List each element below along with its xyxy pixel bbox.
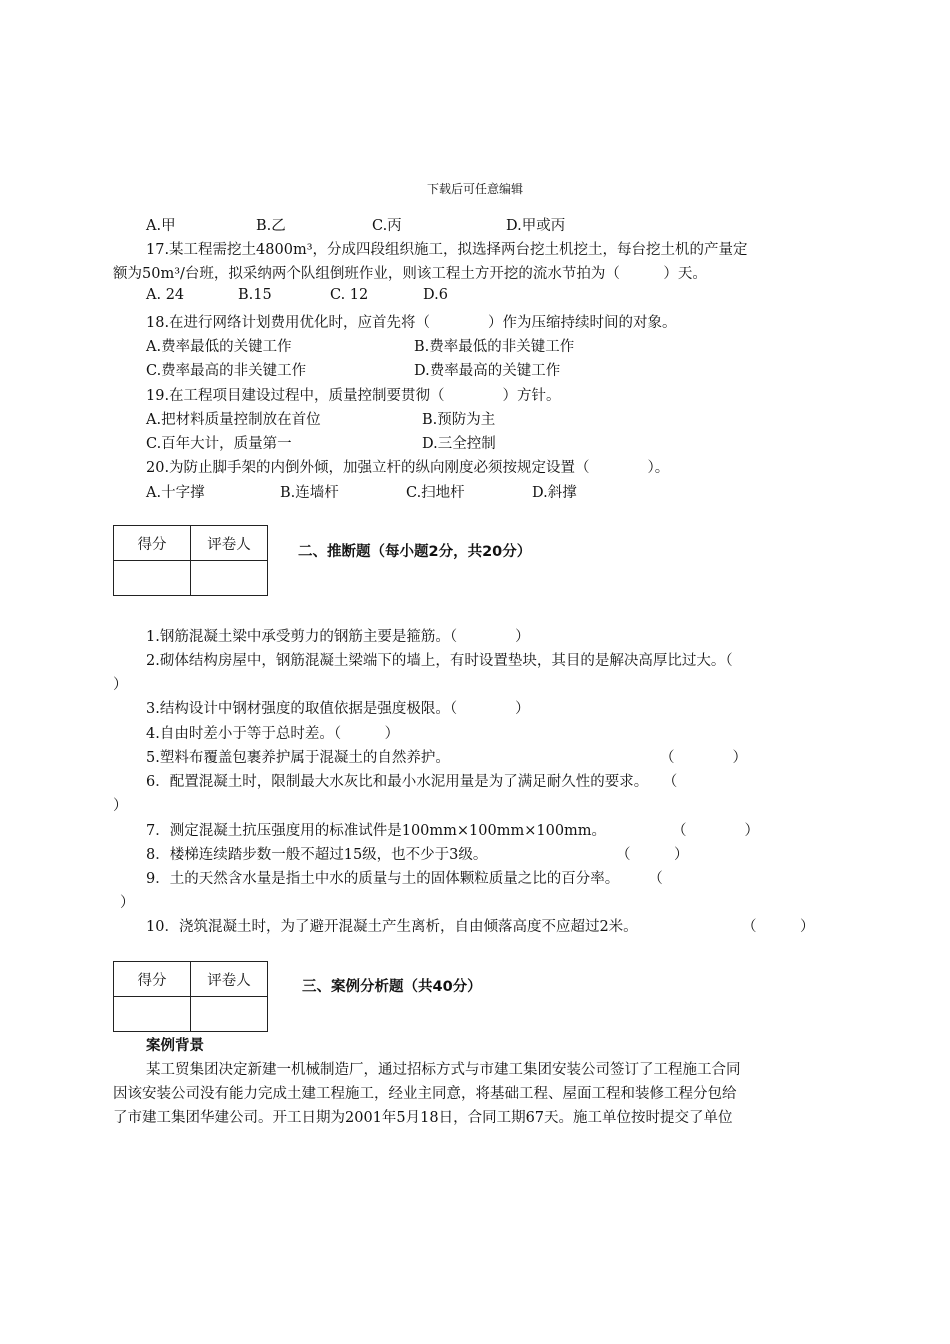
tf-q1: 1.钢筋混凝土梁中承受剪力的钢筋主要是箍筋。（ ） (146, 629, 530, 645)
q19-text: 19.在工程项目建设过程中，质量控制要贯彻（ ）方针。 (146, 388, 561, 404)
q17-option-a: A. 24 (146, 287, 185, 303)
q17-option-c: C. 12 (330, 287, 369, 303)
page-header: 下载后可任意编辑 (426, 182, 523, 196)
score-label: 得分 (114, 962, 191, 997)
q16-option-c: C.丙 (372, 218, 402, 234)
case-line-2: 因该安装公司没有能力完成土建工程施工，经业主同意，将基础工程、屋面工程和装修工程分包给 (113, 1086, 737, 1102)
section-3-title: 三、案例分析题（共40分） (302, 979, 482, 995)
tf-q3: 3.结构设计中钢材强度的取值依据是强度极限。（ ） (146, 701, 530, 717)
case-line-1: 某工贸集团决定新建一机械制造厂，通过招标方式与市建工集团安装公司签订了工程施工合同 (146, 1062, 741, 1078)
q19-option-b: B.预防为主 (422, 412, 496, 428)
tf-q10-text: 10．浇筑混凝土时，为了避开混凝土产生离析，自由倾落高度不应超过2米。 (146, 919, 638, 935)
tf-q5-text: 5.塑料布覆盖包裹养护属于混凝土的自然养护。 (146, 750, 450, 766)
tf-q6-text: 6．配置混凝土时，限制最大水灰比和最小水泥用量是为了满足耐久性的要求。 （ (146, 774, 678, 790)
q20-option-c: C.扫地杆 (406, 485, 465, 501)
tf-q9-text: 9．土的天然含水量是指土中水的质量与土的固体颗粒质量之比的百分率。 （ (146, 871, 663, 887)
tf-q2-line1 (146, 649, 836, 670)
q18-text: 18.在进行网络计划费用优化时，应首先将（ ）作为压缩持续时间的对象。 (146, 315, 677, 331)
tf-q5-paren: （ ） (660, 750, 747, 766)
tf-q10-paren: （ ） (742, 919, 815, 935)
q16-option-a: A.甲 (146, 218, 176, 234)
score-cell (114, 561, 191, 596)
tf-q8-text: 8．楼梯连续踏步数一般不超过15级，也不少于3级。 (146, 847, 488, 863)
tf-q4: 4.自由时差小于等于总时差。（ ） (146, 726, 400, 742)
q20-option-b: B.连墙杆 (280, 485, 339, 501)
score-table-section-2 (113, 525, 268, 596)
grader-cell (191, 997, 268, 1032)
q20-option-d: D.斜撑 (532, 485, 577, 501)
q20-text: 20.为防止脚手架的内倒外倾，加强立杆的纵向刚度必须按规定设置（ ）。 (146, 460, 670, 476)
tf-q2-line2: ） (113, 677, 128, 693)
tf-q7-paren: （ ） (672, 823, 759, 839)
tf-q6-line2: ） (113, 798, 128, 814)
tf-q9-line2: ） (120, 895, 135, 911)
case-background-title: 案例背景 (146, 1038, 204, 1054)
q17-option-d: D.6 (423, 287, 448, 303)
tf-q9-line1 (146, 867, 836, 888)
grader-label: 评卷人 (191, 962, 268, 997)
tf-q7-text: 7．测定混凝土抗压强度用的标准试件是100mm×100mm×100mm。 (146, 823, 607, 839)
q16-option-b: B.乙 (256, 218, 286, 234)
q18-option-a: A.费率最低的关键工作 (146, 339, 292, 355)
score-table-section-3 (113, 961, 268, 1032)
q17-line1: 17.某工程需挖土4800m³，分成四段组织施工，拟选择两台挖土机挖土，每台挖土机的产量定 (146, 242, 748, 258)
q19-option-d: D.三全控制 (422, 436, 496, 452)
q19-option-a: A.把材料质量控制放在首位 (146, 412, 321, 428)
q17-option-b: B.15 (238, 287, 272, 303)
q18-option-d: D.费率最高的关键工作 (414, 363, 561, 379)
q19-option-c: C.百年大计，质量第一 (146, 436, 292, 452)
q18-option-c: C.费率最高的非关键工作 (146, 363, 307, 379)
case-line-3: 了市建工集团华建公司。开工日期为2001年5月18日，合同工期67天。施工单位按时提交了单位 (113, 1110, 733, 1126)
grader-label: 评卷人 (191, 526, 268, 561)
q20-option-a: A.十字撑 (146, 485, 205, 501)
q16-option-d: D.甲或丙 (506, 218, 566, 234)
score-cell (114, 997, 191, 1032)
q18-option-b: B.费率最低的非关键工作 (414, 339, 575, 355)
tf-q8-paren: （ ） (616, 847, 689, 863)
tf-q6-line1 (146, 770, 836, 791)
score-label: 得分 (114, 526, 191, 561)
section-2-title: 二、推断题（每小题2分，共20分） (298, 544, 532, 560)
tf-q2-text: 2.砌体结构房屋中，钢筋混凝土梁端下的墙上，有时设置垫块，其目的是解决高厚比过大。（ (146, 653, 733, 669)
q17-line2: 额为50m³/台班，拟采纳两个队组倒班作业，则该工程土方开挖的流水节拍为（ ）天。 (113, 266, 707, 282)
grader-cell (191, 561, 268, 596)
